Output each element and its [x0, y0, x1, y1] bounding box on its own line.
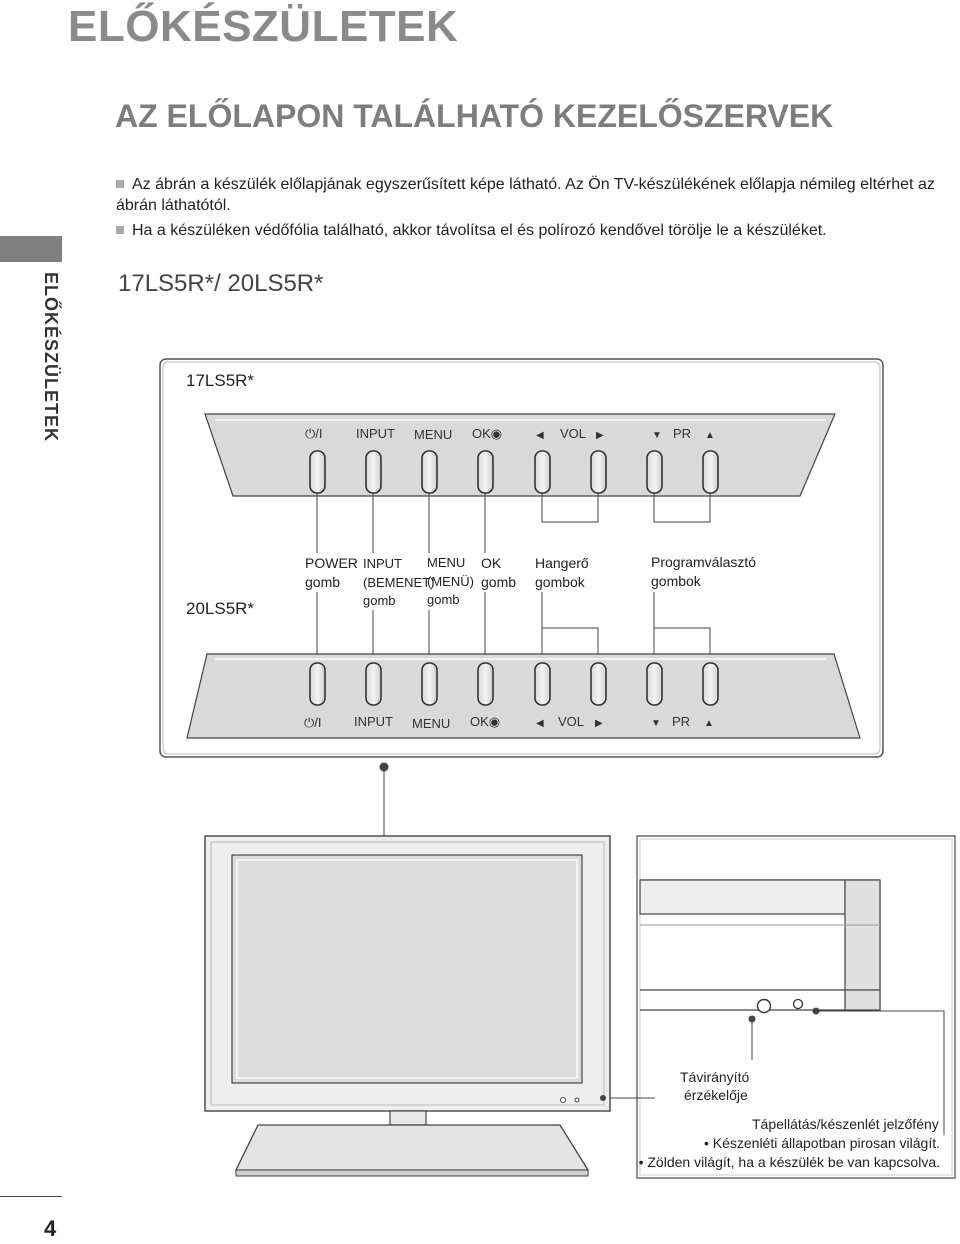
vol-left-arrow-icon: ◀ [536, 718, 544, 729]
callout-ok-1: OK [481, 555, 502, 571]
ok-label: OK◉ [470, 714, 501, 729]
vol-up-button[interactable] [591, 663, 606, 705]
tv-illustration [205, 836, 610, 1176]
menu-button[interactable] [422, 663, 437, 705]
ok-button[interactable] [478, 451, 493, 493]
vol-up-button[interactable] [591, 451, 606, 493]
callout-input-2: (BEMENET) [363, 575, 435, 590]
menu-label: MENU [414, 427, 453, 442]
callout-menu-1: MENU [427, 555, 466, 570]
page-number: 4 [44, 1216, 57, 1241]
tv-power-led-icon [575, 1098, 579, 1102]
note-text: Az ábrán a készülék előlapjának egyszerűsített képe látható. Az Ön TV-készülékének előlapja némileg eltérhet az ábrán láthatótól. [116, 176, 935, 214]
power-led-title: Tápellátás/készenlét jelzőfény [752, 1116, 939, 1132]
pr-down-button[interactable] [647, 451, 662, 493]
pr-down-arrow-icon: ▼ [652, 430, 662, 441]
pr-up-button[interactable] [703, 451, 718, 493]
model-heading: 17LS5R*/ 20LS5R* [118, 270, 324, 297]
pr-down-arrow-icon: ▼ [651, 718, 661, 729]
callout-program-1: Programválasztó [651, 554, 757, 570]
note-text: Ha a készüléken védőfólia található, akkor távolítsa el és polírozó kendővel törölje le a készüléket. [132, 222, 827, 239]
remote-sensor-icon [758, 1000, 771, 1013]
remote-sensor-label-2: érzékelője [684, 1087, 748, 1103]
menu-button[interactable] [422, 451, 437, 493]
power-indicator-icon [794, 1000, 803, 1009]
callout-program-2: gombok [651, 573, 701, 589]
vol-down-button[interactable] [535, 451, 550, 493]
power-button[interactable] [310, 663, 325, 705]
input-label: INPUT [354, 714, 393, 729]
callout-menu-3: gomb [427, 592, 460, 607]
model-bottom-label: 20LS5R* [186, 599, 255, 618]
tv-stand [236, 1125, 588, 1170]
power-symbol-label: ⏻/I [305, 426, 323, 441]
callout-menu-2: (MENÜ) [427, 574, 474, 589]
chapter-title: ELŐKÉSZÜLETEK [68, 2, 459, 51]
pr-up-arrow-icon: ▲ [705, 430, 715, 441]
tv-remote-sensor-icon [561, 1098, 566, 1103]
input-button[interactable] [366, 663, 381, 705]
callout-volume-2: gombok [535, 574, 585, 590]
remote-sensor-label-1: Távirányító [680, 1069, 750, 1085]
top-control-strip [205, 414, 835, 496]
section-title: AZ ELŐLAPON TALÁLHATÓ KEZELŐSZERVEK [115, 98, 834, 134]
ok-label: OK◉ [472, 426, 503, 441]
tv-screen [232, 855, 582, 1083]
vol-right-arrow-icon: ▶ [596, 430, 604, 441]
ok-button[interactable] [478, 663, 493, 705]
callout-volume-1: Hangerő [535, 555, 589, 571]
callout-input-3: gomb [363, 593, 396, 608]
pr-up-arrow-icon: ▲ [704, 718, 714, 729]
menu-label: MENU [412, 716, 451, 731]
callout-power-1: POWER [305, 555, 358, 571]
pr-down-button[interactable] [647, 663, 662, 705]
model-top-label: 17LS5R* [186, 371, 255, 390]
input-label: INPUT [356, 426, 395, 441]
power-led-line-2: • Zölden világít, ha a készülék be van kapcsolva. [638, 1154, 940, 1170]
callout-input-1: INPUT [363, 556, 402, 571]
vol-down-button[interactable] [535, 663, 550, 705]
callout-power-2: gomb [305, 574, 341, 590]
vol-right-arrow-icon: ▶ [595, 718, 603, 729]
pr-label: PR [673, 426, 692, 441]
vol-label: VOL [560, 426, 587, 441]
vol-label: VOL [558, 714, 585, 729]
tv-neck [390, 1111, 426, 1125]
input-button[interactable] [366, 451, 381, 493]
power-led-line-1: • Készenléti állapotban pirosan világít. [703, 1135, 940, 1151]
pr-label: PR [672, 714, 691, 729]
side-tab-label: ELŐKÉSZÜLETEK [41, 272, 61, 443]
callout-ok-2: gomb [481, 574, 517, 590]
power-button[interactable] [310, 451, 325, 493]
vol-left-arrow-icon: ◀ [536, 430, 544, 441]
power-symbol-label: ⏻/I [304, 715, 322, 730]
bottom-control-strip [187, 654, 860, 738]
pr-up-button[interactable] [703, 663, 718, 705]
